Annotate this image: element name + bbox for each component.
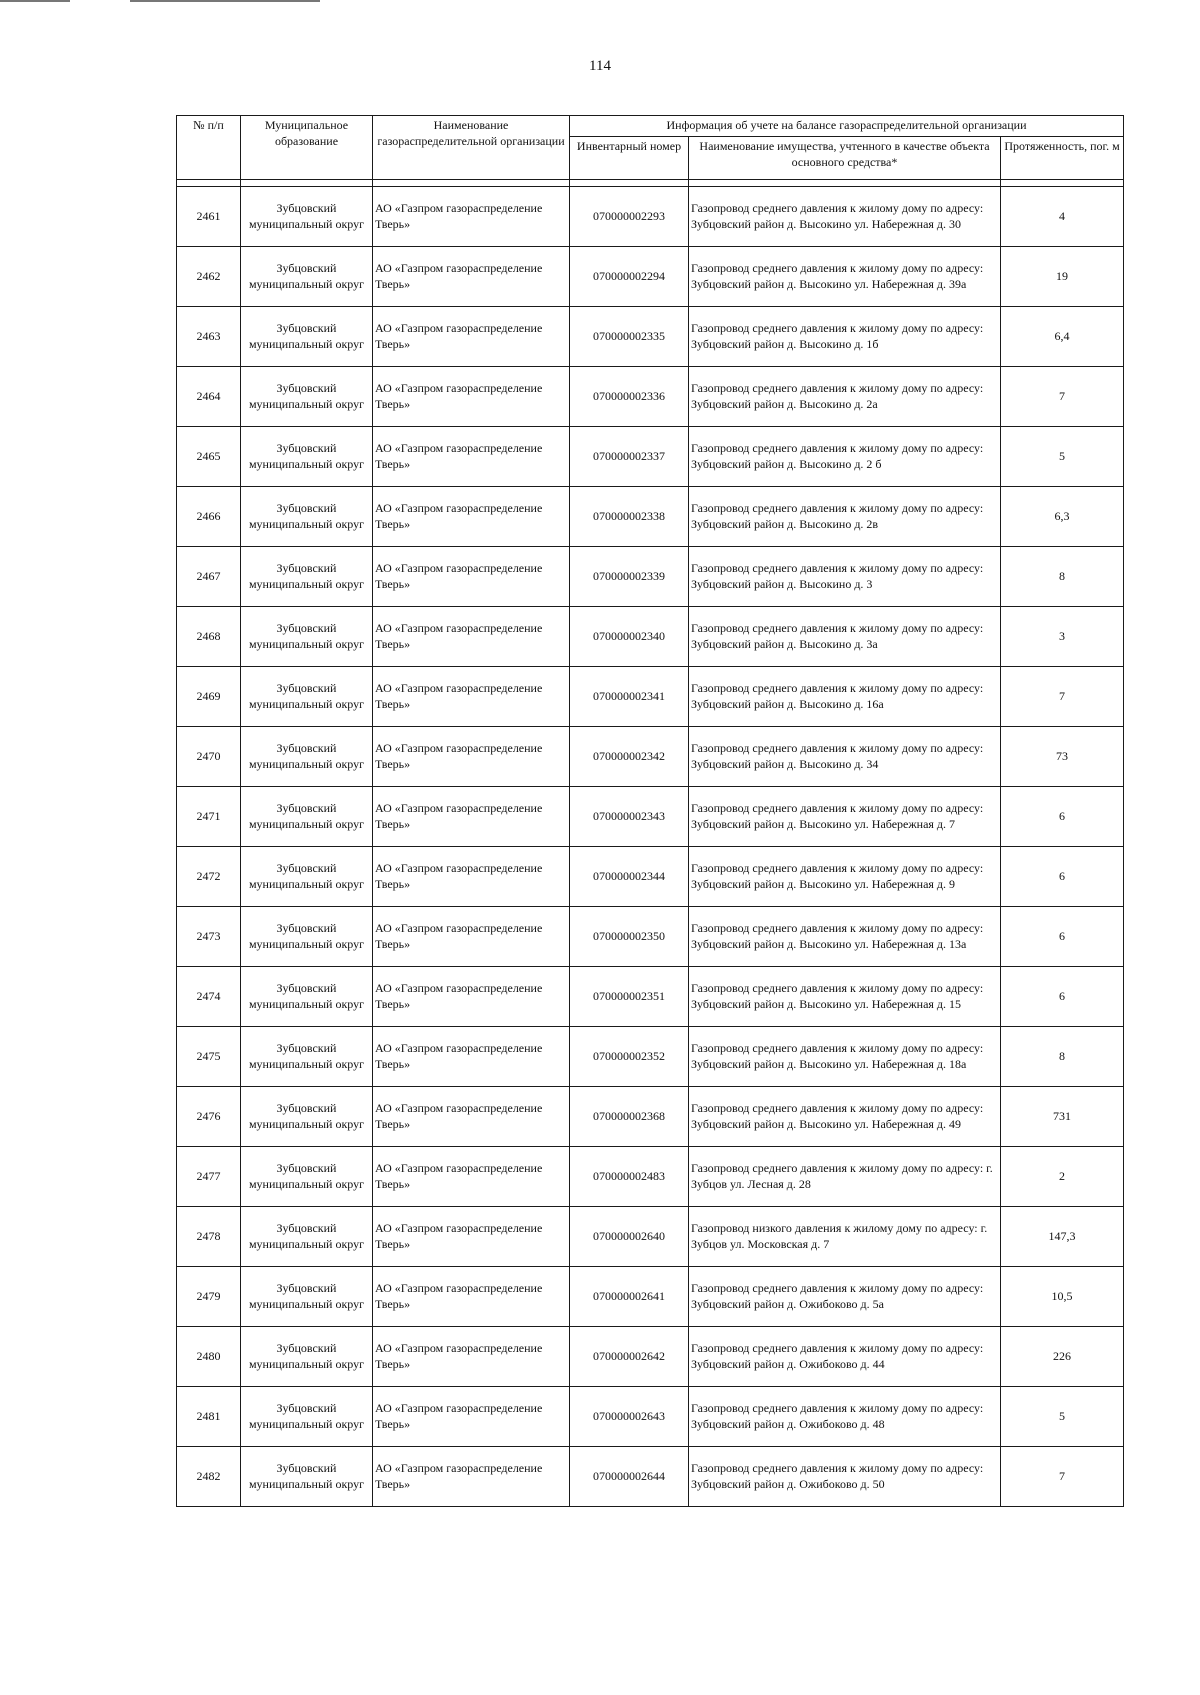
cell-municipality: Зубцовский муниципальный округ [241,547,373,607]
cell-length: 4 [1001,187,1124,247]
cell-num: 2479 [177,1267,241,1327]
cell-municipality: Зубцовский муниципальный округ [241,1387,373,1447]
cell-num: 2464 [177,367,241,427]
cell-municipality: Зубцовский муниципальный округ [241,487,373,547]
cell-length: 147,3 [1001,1207,1124,1267]
table-row [177,1447,1124,1507]
cell-asset: Газопровод среднего давления к жилому дому по адресу: Зубцовский район д. Высокино д. 16а [689,667,1001,727]
cell-organization: АО «Газпром газораспределение Тверь» [373,1027,570,1087]
cell-num: 2474 [177,967,241,1027]
cell-organization: АО «Газпром газораспределение Тверь» [373,607,570,667]
cell-municipality: Зубцовский муниципальный округ [241,667,373,727]
cell-organization: АО «Газпром газораспределение Тверь» [373,727,570,787]
cell-num: 2473 [177,907,241,967]
cell-municipality: Зубцовский муниципальный округ [241,1027,373,1087]
cell-inventory: 070000002341 [570,667,689,727]
cell-municipality: Зубцовский муниципальный округ [241,787,373,847]
cell-inventory: 070000002640 [570,1207,689,1267]
cell-num: 2475 [177,1027,241,1087]
cell-num: 2482 [177,1447,241,1507]
cell-asset: Газопровод среднего давления к жилому дому по адресу: Зубцовский район д. Высокино ул. Набережная д. 9 [689,847,1001,907]
cell-asset: Газопровод среднего давления к жилому дому по адресу: Зубцовский район д. Высокино д. 34 [689,727,1001,787]
cell-asset: Газопровод среднего давления к жилому дому по адресу: Зубцовский район д. Высокино д. 3 [689,547,1001,607]
header-inventory: Инвентарный номер [570,137,689,180]
cell-length: 6,3 [1001,487,1124,547]
cell-num: 2469 [177,667,241,727]
cell-organization: АО «Газпром газораспределение Тверь» [373,307,570,367]
cell-num: 2463 [177,307,241,367]
cell-organization: АО «Газпром газораспределение Тверь» [373,1207,570,1267]
cell-length: 7 [1001,367,1124,427]
table-row [177,1147,1124,1207]
gas-pipeline-register-table [176,115,1124,1507]
cell-length: 2 [1001,1147,1124,1207]
cell-asset: Газопровод среднего давления к жилому дому по адресу: Зубцовский район д. Ожибоково д. 50 [689,1447,1001,1507]
header-organization: Наименование газораспределительной организации [373,116,570,180]
cell-length: 8 [1001,547,1124,607]
cell-organization: АО «Газпром газораспределение Тверь» [373,547,570,607]
cell-inventory: 070000002343 [570,787,689,847]
cell-num: 2477 [177,1147,241,1207]
cell-inventory: 070000002368 [570,1087,689,1147]
table-row [177,1327,1124,1387]
cell-num: 2476 [177,1087,241,1147]
page-number: 114 [589,58,611,74]
cell-num: 2461 [177,187,241,247]
cell-inventory: 070000002644 [570,1447,689,1507]
cell-asset: Газопровод среднего давления к жилому дому по адресу: Зубцовский район д. Высокино ул. Набережная д. 49 [689,1087,1001,1147]
cell-inventory: 070000002352 [570,1027,689,1087]
cell-municipality: Зубцовский муниципальный округ [241,607,373,667]
cell-inventory: 070000002642 [570,1327,689,1387]
table-row [177,727,1124,787]
table-row [177,307,1124,367]
cell-organization: АО «Газпром газораспределение Тверь» [373,1147,570,1207]
table-row [177,187,1124,247]
cell-length: 73 [1001,727,1124,787]
cell-length: 226 [1001,1327,1124,1387]
cell-municipality: Зубцовский муниципальный округ [241,187,373,247]
cell-asset: Газопровод низкого давления к жилому дому по адресу: г. Зубцов ул. Московская д. 7 [689,1207,1001,1267]
cell-inventory: 070000002351 [570,967,689,1027]
cell-num: 2480 [177,1327,241,1387]
table-row [177,607,1124,667]
table-row [177,847,1124,907]
cell-inventory: 070000002344 [570,847,689,907]
table-row [177,1027,1124,1087]
cell-asset: Газопровод среднего давления к жилому дому по адресу: Зубцовский район д. Высокино д. 2а [689,367,1001,427]
cell-inventory: 070000002340 [570,607,689,667]
table-row [177,427,1124,487]
table-row [177,367,1124,427]
table-row [177,787,1124,847]
cell-length: 6 [1001,907,1124,967]
cell-inventory: 070000002643 [570,1387,689,1447]
header-spacer-row [177,180,1124,187]
cell-organization: АО «Газпром газораспределение Тверь» [373,847,570,907]
cell-organization: АО «Газпром газораспределение Тверь» [373,787,570,847]
cell-municipality: Зубцовский муниципальный округ [241,967,373,1027]
cell-num: 2466 [177,487,241,547]
cell-num: 2465 [177,427,241,487]
cell-asset: Газопровод среднего давления к жилому дому по адресу: Зубцовский район д. Ожибоково д. 44 [689,1327,1001,1387]
cell-municipality: Зубцовский муниципальный округ [241,1327,373,1387]
cell-organization: АО «Газпром газораспределение Тверь» [373,1087,570,1147]
cell-inventory: 070000002294 [570,247,689,307]
cell-asset: Газопровод среднего давления к жилому дому по адресу: Зубцовский район д. Высокино д. 3а [689,607,1001,667]
table-row [177,1207,1124,1267]
cell-num: 2478 [177,1207,241,1267]
cell-municipality: Зубцовский муниципальный округ [241,1207,373,1267]
cell-inventory: 070000002337 [570,427,689,487]
cell-length: 7 [1001,667,1124,727]
cell-num: 2472 [177,847,241,907]
cell-num: 2471 [177,787,241,847]
table-row [177,547,1124,607]
cell-municipality: Зубцовский муниципальный округ [241,907,373,967]
cell-inventory: 070000002350 [570,907,689,967]
cell-organization: АО «Газпром газораспределение Тверь» [373,1267,570,1327]
cell-length: 5 [1001,427,1124,487]
cell-municipality: Зубцовский муниципальный округ [241,1087,373,1147]
header-info-group: Информация об учете на балансе газораспределительной организации [570,116,1124,137]
cell-inventory: 070000002342 [570,727,689,787]
cell-asset: Газопровод среднего давления к жилому дому по адресу: Зубцовский район д. Ожибоково д. 48 [689,1387,1001,1447]
cell-organization: АО «Газпром газораспределение Тверь» [373,367,570,427]
header-asset: Наименование имущества, учтенного в качестве объекта основного средства* [689,137,1001,180]
cell-organization: АО «Газпром газораспределение Тверь» [373,907,570,967]
cell-organization: АО «Газпром газораспределение Тверь» [373,1327,570,1387]
scan-edge-mark [0,0,70,2]
cell-length: 7 [1001,1447,1124,1507]
header-num: № п/п [177,116,241,180]
table-row [177,487,1124,547]
cell-length: 6 [1001,787,1124,847]
cell-asset: Газопровод среднего давления к жилому дому по адресу: Зубцовский район д. Высокино ул. Набережная д. 39а [689,247,1001,307]
cell-asset: Газопровод среднего давления к жилому дому по адресу: Зубцовский район д. Высокино д. 2 б [689,427,1001,487]
table-row [177,247,1124,307]
table-row [177,667,1124,727]
cell-length: 6 [1001,967,1124,1027]
cell-asset: Газопровод среднего давления к жилому дому по адресу: Зубцовский район д. Высокино ул. Набережная д. 30 [689,187,1001,247]
cell-municipality: Зубцовский муниципальный округ [241,367,373,427]
cell-length: 3 [1001,607,1124,667]
cell-asset: Газопровод среднего давления к жилому дому по адресу: г. Зубцов ул. Лесная д. 28 [689,1147,1001,1207]
cell-inventory: 070000002641 [570,1267,689,1327]
cell-organization: АО «Газпром газораспределение Тверь» [373,1447,570,1507]
cell-asset: Газопровод среднего давления к жилому дому по адресу: Зубцовский район д. Высокино ул. Набережная д. 7 [689,787,1001,847]
cell-municipality: Зубцовский муниципальный округ [241,1147,373,1207]
cell-municipality: Зубцовский муниципальный округ [241,307,373,367]
cell-inventory: 070000002483 [570,1147,689,1207]
header-length: Протяженность, пог. м [1001,137,1124,180]
cell-num: 2468 [177,607,241,667]
cell-organization: АО «Газпром газораспределение Тверь» [373,967,570,1027]
scan-edge-mark [130,0,320,2]
table-row [177,1087,1124,1147]
cell-asset: Газопровод среднего давления к жилому дому по адресу: Зубцовский район д. Высокино д. 2в [689,487,1001,547]
cell-inventory: 070000002339 [570,547,689,607]
cell-length: 19 [1001,247,1124,307]
cell-inventory: 070000002293 [570,187,689,247]
cell-asset: Газопровод среднего давления к жилому дому по адресу: Зубцовский район д. Высокино ул. Набережная д. 13а [689,907,1001,967]
cell-municipality: Зубцовский муниципальный округ [241,247,373,307]
table-row [177,967,1124,1027]
cell-length: 8 [1001,1027,1124,1087]
cell-length: 6,4 [1001,307,1124,367]
table-row [177,1267,1124,1327]
cell-municipality: Зубцовский муниципальный округ [241,1267,373,1327]
cell-municipality: Зубцовский муниципальный округ [241,427,373,487]
cell-num: 2481 [177,1387,241,1447]
cell-length: 731 [1001,1087,1124,1147]
cell-asset: Газопровод среднего давления к жилому дому по адресу: Зубцовский район д. Высокино ул. Набережная д. 18а [689,1027,1001,1087]
table-row [177,1387,1124,1447]
cell-organization: АО «Газпром газораспределение Тверь» [373,487,570,547]
cell-organization: АО «Газпром газораспределение Тверь» [373,667,570,727]
header-row [177,116,1124,137]
cell-num: 2467 [177,547,241,607]
cell-length: 6 [1001,847,1124,907]
cell-municipality: Зубцовский муниципальный округ [241,727,373,787]
cell-organization: АО «Газпром газораспределение Тверь» [373,427,570,487]
cell-num: 2470 [177,727,241,787]
cell-organization: АО «Газпром газораспределение Тверь» [373,187,570,247]
cell-length: 10,5 [1001,1267,1124,1327]
cell-asset: Газопровод среднего давления к жилому дому по адресу: Зубцовский район д. Ожибоково д. 5а [689,1267,1001,1327]
cell-asset: Газопровод среднего давления к жилому дому по адресу: Зубцовский район д. Высокино д. 1б [689,307,1001,367]
table-row [177,907,1124,967]
cell-inventory: 070000002336 [570,367,689,427]
cell-inventory: 070000002335 [570,307,689,367]
cell-municipality: Зубцовский муниципальный округ [241,847,373,907]
cell-municipality: Зубцовский муниципальный округ [241,1447,373,1507]
cell-organization: АО «Газпром газораспределение Тверь» [373,1387,570,1447]
cell-num: 2462 [177,247,241,307]
cell-organization: АО «Газпром газораспределение Тверь» [373,247,570,307]
cell-length: 5 [1001,1387,1124,1447]
header-municipality: Муниципальное образование [241,116,373,180]
cell-asset: Газопровод среднего давления к жилому дому по адресу: Зубцовский район д. Высокино ул. Набережная д. 15 [689,967,1001,1027]
cell-inventory: 070000002338 [570,487,689,547]
